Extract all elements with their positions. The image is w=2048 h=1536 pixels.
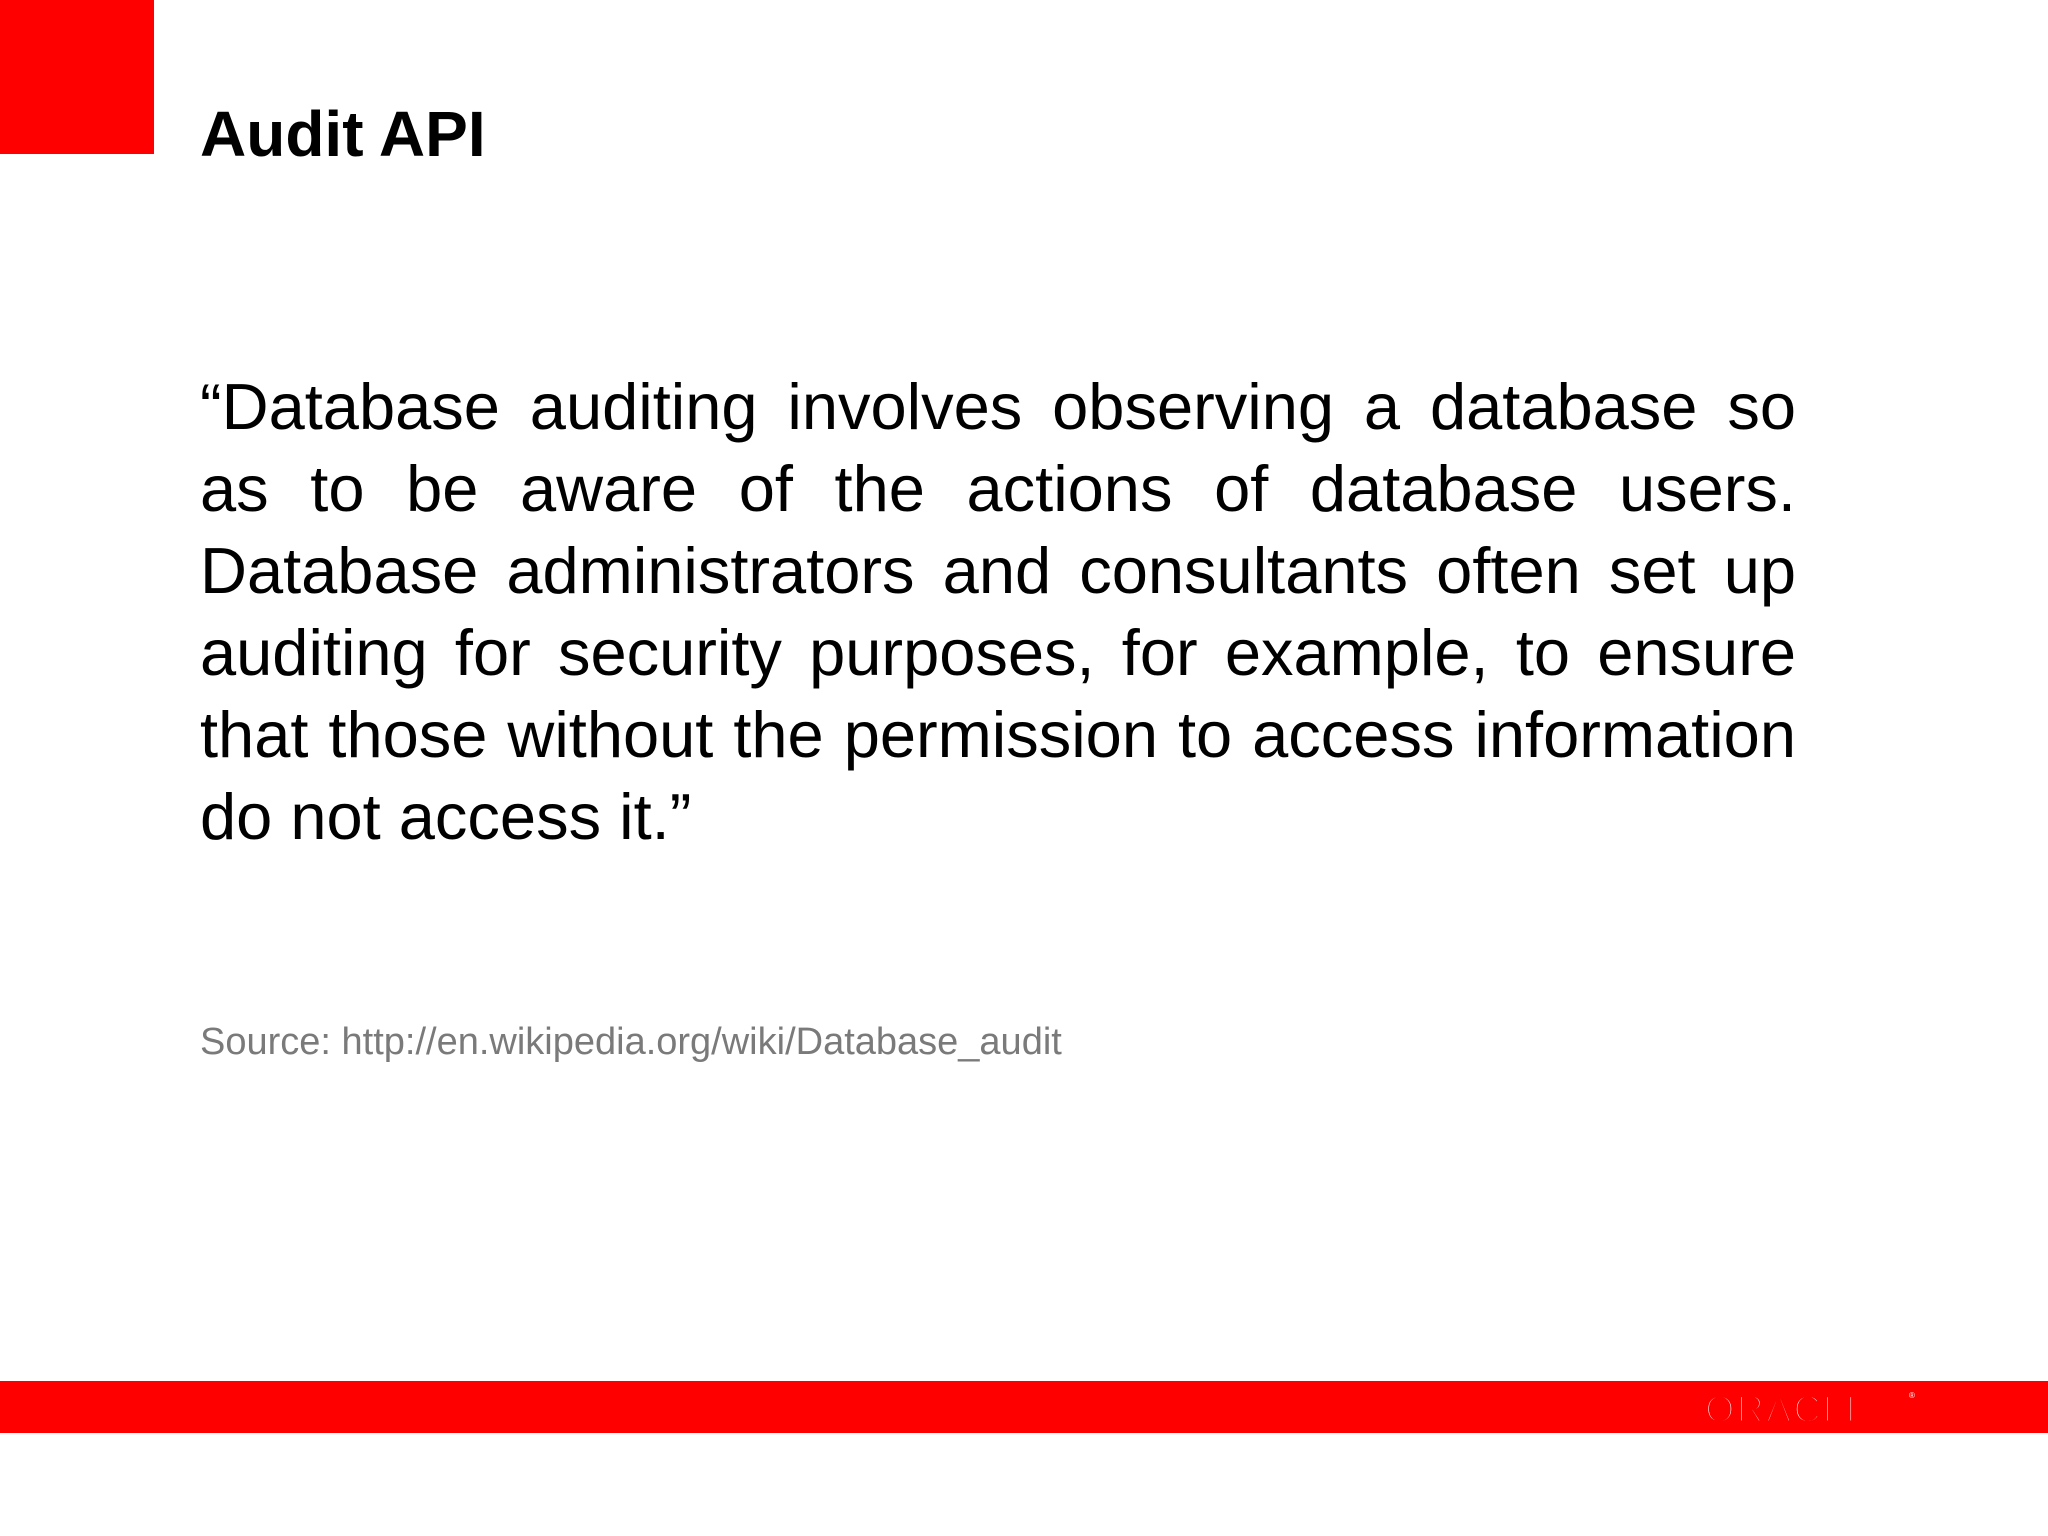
corner-accent-block [0, 0, 154, 154]
oracle-logo [1705, 1382, 1919, 1432]
registered-mark: ® [1909, 1391, 1915, 1400]
source-citation: Source: http://en.wikipedia.org/wiki/Database_audit [200, 1021, 1062, 1063]
oracle-logo-text: ORACLE [1705, 1389, 1874, 1431]
quote-paragraph: “Database auditing involves observing a database so as to be aware of the actions of database users. Database administrators and consultants often set up auditing for security purposes, for example, to ensure that those without the permission to access information do not access it.” [200, 370, 1796, 853]
slide-title: Audit API [200, 98, 486, 170]
